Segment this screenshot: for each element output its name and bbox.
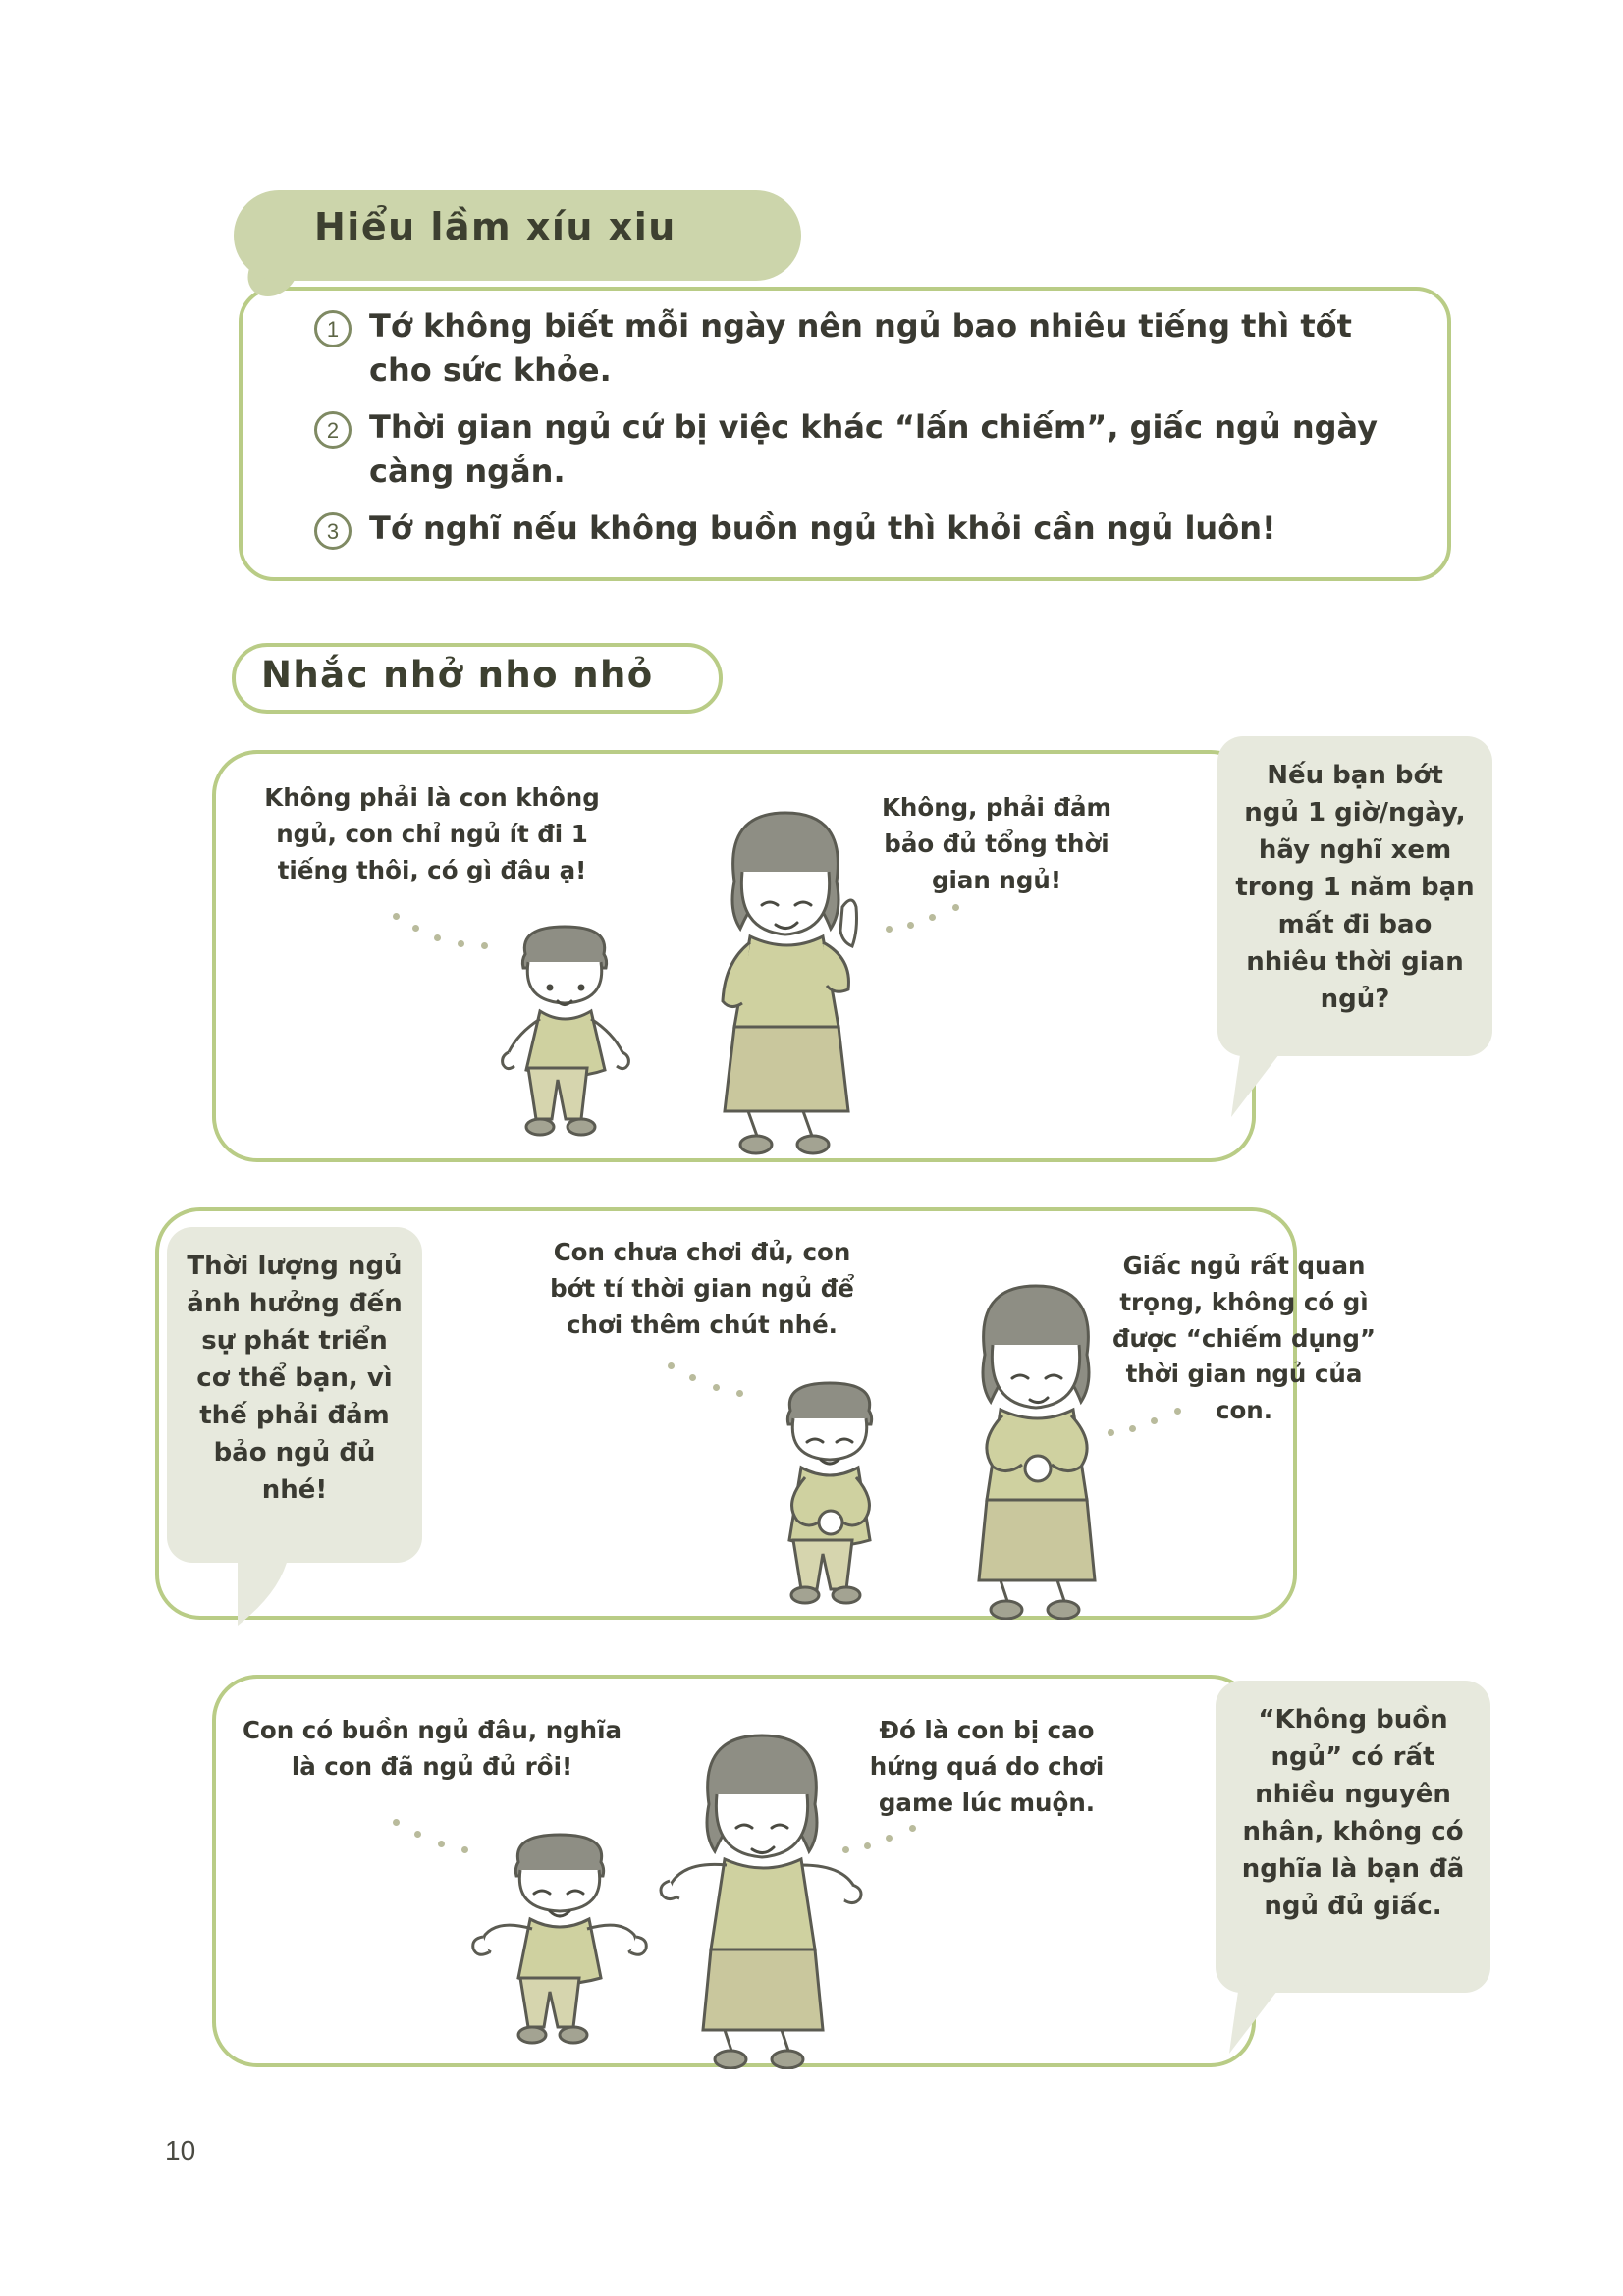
- reminder-title: Nhắc nhở nho nhỏ: [261, 654, 654, 696]
- page-number: 10: [165, 2135, 196, 2165]
- child-character-icon: [471, 903, 658, 1148]
- child-character-icon: [461, 1811, 658, 2056]
- list-item: [314, 304, 1414, 394]
- adult-speech-2: Giấc ngủ rất quan trọng, không có gì được “chiếm dụng” thời gian ngủ của con.: [1111, 1252, 1377, 1424]
- side-note-3: “Không buồn ngủ” có rất nhiều nguyên nhân, không có nghĩa là bạn đã ngủ đủ giấc.: [1216, 1681, 1490, 1993]
- misconception-list: [314, 304, 1414, 562]
- adult-speech-1: Không, phải đảm bảo đủ tổng thời gian ngủ!: [881, 793, 1112, 894]
- child-speech-2: Con chưa chơi đủ, con bớt tí thời gian ngủ để chơi thêm chút nhé.: [550, 1238, 854, 1339]
- adult-character-icon: [928, 1276, 1144, 1620]
- item-number: 2: [314, 411, 352, 449]
- child-speech-1: Không phải là con không ngủ, con chỉ ngủ ít đi 1 tiếng thôi, có gì đâu ạ!: [264, 783, 600, 884]
- side-note-3-tail: [1223, 1983, 1312, 2061]
- item-number: 3: [314, 512, 352, 550]
- adult-speech-3: Đó là con bị cao hứng quá do chơi game lúc muộn.: [869, 1716, 1105, 1817]
- item-text: Tớ nghĩ nếu không buồn ngủ thì khỏi cần ngủ luôn!: [369, 508, 1276, 547]
- child-character-icon: [736, 1360, 923, 1615]
- adult-character-icon: [648, 1726, 874, 2069]
- item-text: Thời gian ngủ cứ bị việc khác “lấn chiếm”, giấc ngủ ngày càng ngắn.: [369, 407, 1378, 491]
- item-text: Tớ không biết mỗi ngày nên ngủ bao nhiêu tiếng thì tốt cho sức khỏe.: [369, 307, 1352, 390]
- side-note-2-tail: [228, 1553, 316, 1631]
- misconception-title: Hiểu lầm xíu xiu: [314, 205, 676, 248]
- side-note-1-tail: [1225, 1046, 1314, 1125]
- adult-character-icon: [677, 803, 893, 1156]
- side-note-2: Thời lượng ngủ ảnh hưởng đến sự phát triển cơ thể bạn, vì thế phải đảm bảo ngủ đủ nhé!: [167, 1227, 422, 1563]
- list-item: [314, 405, 1414, 495]
- item-number: 1: [314, 310, 352, 347]
- child-speech-3: Con có buồn ngủ đâu, nghĩa là con đã ngủ đủ rồi!: [242, 1716, 622, 1781]
- side-note-1: Nếu bạn bớt ngủ 1 giờ/ngày, hãy nghĩ xem trong 1 năm bạn mất đi bao nhiêu thời gian ngủ?: [1217, 736, 1492, 1056]
- list-item: [314, 507, 1414, 551]
